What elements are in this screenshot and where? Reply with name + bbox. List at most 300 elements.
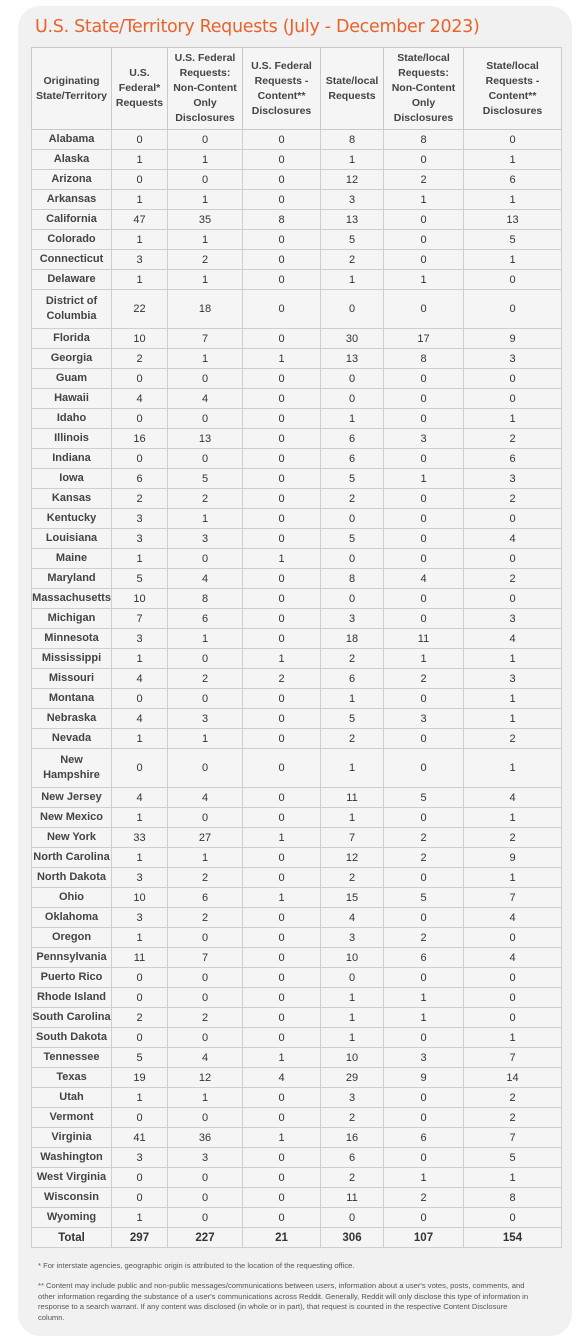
count-cell: 0: [243, 1008, 321, 1028]
count-cell: 18: [321, 629, 384, 649]
count-cell: 11: [321, 788, 384, 808]
count-cell: 3: [112, 629, 168, 649]
table-row: [32, 968, 562, 988]
state-name-cell: Michigan: [32, 609, 112, 629]
state-name-cell: Louisiana: [32, 529, 112, 549]
count-cell: 0: [243, 1088, 321, 1108]
count-cell: 8: [321, 130, 384, 150]
count-cell: 1: [168, 848, 243, 868]
count-cell: 4: [112, 669, 168, 689]
count-cell: 4: [321, 908, 384, 928]
count-cell: 3: [384, 429, 464, 449]
state-name-cell: New York: [32, 828, 112, 848]
table-row: [32, 170, 562, 190]
count-cell: 0: [243, 788, 321, 808]
count-cell: 0: [464, 130, 562, 150]
count-cell: 22: [112, 290, 168, 329]
count-cell: 0: [243, 529, 321, 549]
count-cell: 7: [464, 1128, 562, 1148]
state-name-cell: California: [32, 210, 112, 230]
count-cell: 1: [464, 409, 562, 429]
table-row: [32, 469, 562, 489]
table-row: [32, 150, 562, 170]
count-cell: 3: [464, 349, 562, 369]
state-name-cell: Nevada: [32, 729, 112, 749]
count-cell: 6: [384, 948, 464, 968]
count-cell: 0: [243, 1148, 321, 1168]
count-cell: 12: [168, 1068, 243, 1088]
count-cell: 1: [321, 270, 384, 290]
count-cell: 0: [112, 369, 168, 389]
count-cell: 3: [384, 709, 464, 729]
count-cell: 0: [384, 808, 464, 828]
count-cell: 4: [112, 788, 168, 808]
table-row: [32, 329, 562, 349]
count-cell: 0: [112, 409, 168, 429]
footnote-content: ** Content may include public and non-public messages/communications between users, information about a user's votes, posts, comments, and other information regarding the substance of a user's communications across Reddit. Generally, Reddit will only disclose this type of information in response to a search warrant. If any content was disclosed (in whole or in part), that request is counted in the respective Content Disclosure column.: [38, 1281, 529, 1322]
state-name-cell: South Dakota: [32, 1028, 112, 1048]
page-title: U.S. State/Territory Requests (July - December 2023): [35, 17, 480, 37]
count-cell: 4: [243, 1068, 321, 1088]
count-cell: 3: [464, 609, 562, 629]
count-cell: 0: [384, 529, 464, 549]
count-cell: 0: [243, 389, 321, 409]
count-cell: 2: [321, 1108, 384, 1128]
count-cell: 0: [243, 749, 321, 788]
count-cell: 0: [321, 968, 384, 988]
count-cell: 8: [464, 1188, 562, 1208]
header-federal-non-content: U.S. Federal Requests: Non-Content Only Disclosures: [168, 48, 243, 130]
count-cell: 0: [243, 968, 321, 988]
count-cell: 6: [321, 449, 384, 469]
count-cell: 2: [464, 1088, 562, 1108]
count-cell: 29: [321, 1068, 384, 1088]
count-cell: 5: [464, 1148, 562, 1168]
count-cell: 1: [243, 828, 321, 848]
count-cell: 0: [168, 968, 243, 988]
state-name-cell: Iowa: [32, 469, 112, 489]
state-name-cell: Puerto Rico: [32, 968, 112, 988]
count-cell: 13: [321, 349, 384, 369]
count-cell: 7: [321, 828, 384, 848]
count-cell: 0: [243, 729, 321, 749]
state-name-cell: Kansas: [32, 489, 112, 509]
count-cell: 3: [321, 928, 384, 948]
count-cell: 7: [464, 1048, 562, 1068]
state-name-cell: Ohio: [32, 888, 112, 908]
count-cell: 0: [243, 589, 321, 609]
count-cell: 4: [112, 709, 168, 729]
count-cell: 1: [384, 1168, 464, 1188]
count-cell: 4: [112, 389, 168, 409]
count-cell: 0: [168, 549, 243, 569]
table-row: [32, 928, 562, 948]
count-cell: 1: [112, 729, 168, 749]
count-cell: 35: [168, 210, 243, 230]
count-cell: 0: [321, 549, 384, 569]
state-name-cell: Wisconsin: [32, 1188, 112, 1208]
state-name-cell: Illinois: [32, 429, 112, 449]
count-cell: 2: [464, 828, 562, 848]
state-name-cell: Arkansas: [32, 190, 112, 210]
count-cell: 4: [168, 389, 243, 409]
count-cell: 1: [464, 709, 562, 729]
table-row: [32, 629, 562, 649]
state-name-cell: Virginia: [32, 1128, 112, 1148]
count-cell: 0: [243, 130, 321, 150]
count-cell: 2: [168, 908, 243, 928]
count-cell: 1: [112, 848, 168, 868]
count-cell: 6: [464, 170, 562, 190]
table-row: [32, 409, 562, 429]
count-cell: 0: [243, 629, 321, 649]
table-row: [32, 589, 562, 609]
count-cell: 1: [112, 808, 168, 828]
count-cell: 3: [112, 529, 168, 549]
count-cell: 1: [321, 409, 384, 429]
count-cell: 0: [384, 290, 464, 329]
count-cell: 0: [464, 290, 562, 329]
count-cell: 0: [168, 170, 243, 190]
count-cell: 3: [112, 509, 168, 529]
table-row: [32, 609, 562, 629]
count-cell: 0: [384, 369, 464, 389]
count-cell: 10: [112, 329, 168, 349]
count-cell: 2: [321, 250, 384, 270]
count-cell: 1: [112, 230, 168, 250]
count-cell: 0: [243, 988, 321, 1008]
state-name-cell: Kentucky: [32, 509, 112, 529]
count-cell: 0: [243, 868, 321, 888]
count-cell: 30: [321, 329, 384, 349]
state-name-cell: Georgia: [32, 349, 112, 369]
count-cell: 0: [243, 449, 321, 469]
count-cell: 0: [168, 1168, 243, 1188]
state-name-cell: Maryland: [32, 569, 112, 589]
state-name-cell: Colorado: [32, 230, 112, 250]
count-cell: 0: [168, 1108, 243, 1128]
count-cell: 0: [112, 1188, 168, 1208]
table-row: [32, 449, 562, 469]
count-cell: 1: [464, 649, 562, 669]
count-cell: 0: [464, 270, 562, 290]
count-cell: 47: [112, 210, 168, 230]
total-cell: 154: [464, 1228, 562, 1248]
table-row: [32, 1028, 562, 1048]
count-cell: 11: [321, 1188, 384, 1208]
count-cell: 0: [384, 968, 464, 988]
table-body: [32, 130, 562, 1248]
count-cell: 0: [112, 689, 168, 709]
count-cell: 1: [168, 270, 243, 290]
count-cell: 0: [112, 988, 168, 1008]
count-cell: 3: [321, 190, 384, 210]
count-cell: 1: [168, 729, 243, 749]
count-cell: 1: [168, 230, 243, 250]
count-cell: 0: [243, 409, 321, 429]
table-row: [32, 1008, 562, 1028]
header-state-local-requests: State/local Requests: [321, 48, 384, 130]
state-name-cell: South Carolina: [32, 1008, 112, 1028]
count-cell: 1: [464, 749, 562, 788]
count-cell: 0: [243, 369, 321, 389]
count-cell: 3: [464, 669, 562, 689]
count-cell: 11: [384, 629, 464, 649]
count-cell: 1: [112, 549, 168, 569]
state-name-cell: Missouri: [32, 669, 112, 689]
count-cell: 2: [384, 1188, 464, 1208]
table-row: [32, 569, 562, 589]
state-name-cell: Delaware: [32, 270, 112, 290]
count-cell: 0: [384, 230, 464, 250]
count-cell: 13: [464, 210, 562, 230]
count-cell: 0: [112, 1108, 168, 1128]
table-row: [32, 669, 562, 689]
state-name-cell: New Mexico: [32, 808, 112, 828]
count-cell: 2: [464, 1108, 562, 1128]
count-cell: 8: [321, 569, 384, 589]
count-cell: 0: [384, 1208, 464, 1228]
count-cell: 0: [243, 329, 321, 349]
count-cell: 0: [321, 290, 384, 329]
footnote-interstate: * For interstate agencies, geographic origin is attributed to the location of the requesting office.: [38, 1261, 355, 1270]
count-cell: 1: [384, 190, 464, 210]
header-state-local-content: State/local Requests - Content** Disclosures: [464, 48, 562, 130]
count-cell: 1: [112, 1088, 168, 1108]
table-row: [32, 1128, 562, 1148]
table-row: [32, 1048, 562, 1068]
state-name-cell: Vermont: [32, 1108, 112, 1128]
count-cell: 5: [112, 1048, 168, 1068]
count-cell: 1: [384, 469, 464, 489]
count-cell: 2: [243, 669, 321, 689]
count-cell: 1: [168, 629, 243, 649]
count-cell: 3: [321, 609, 384, 629]
count-cell: 0: [243, 509, 321, 529]
count-cell: 4: [464, 948, 562, 968]
count-cell: 2: [112, 489, 168, 509]
count-cell: 0: [112, 968, 168, 988]
count-cell: 3: [112, 868, 168, 888]
count-cell: 0: [112, 449, 168, 469]
count-cell: 1: [464, 868, 562, 888]
state-name-cell: Tennessee: [32, 1048, 112, 1068]
count-cell: 4: [464, 629, 562, 649]
count-cell: 0: [168, 928, 243, 948]
count-cell: 0: [168, 409, 243, 429]
count-cell: 0: [168, 130, 243, 150]
table-row: [32, 489, 562, 509]
count-cell: 0: [384, 150, 464, 170]
count-cell: 1: [464, 689, 562, 709]
count-cell: 18: [168, 290, 243, 329]
count-cell: 0: [464, 928, 562, 948]
count-cell: 1: [464, 1028, 562, 1048]
count-cell: 3: [168, 709, 243, 729]
table-row: [32, 1068, 562, 1088]
count-cell: 0: [321, 369, 384, 389]
count-cell: 1: [243, 1048, 321, 1068]
count-cell: 2: [384, 848, 464, 868]
count-cell: 11: [112, 948, 168, 968]
table-row: [32, 808, 562, 828]
count-cell: 0: [384, 749, 464, 788]
count-cell: 1: [384, 1008, 464, 1028]
count-cell: 36: [168, 1128, 243, 1148]
count-cell: 0: [243, 808, 321, 828]
count-cell: 5: [321, 709, 384, 729]
count-cell: 0: [112, 1168, 168, 1188]
count-cell: 5: [384, 788, 464, 808]
count-cell: 8: [168, 589, 243, 609]
count-cell: 2: [168, 868, 243, 888]
count-cell: 0: [168, 988, 243, 1008]
count-cell: 7: [168, 329, 243, 349]
count-cell: 2: [321, 729, 384, 749]
count-cell: 2: [168, 669, 243, 689]
count-cell: 3: [112, 250, 168, 270]
table-row: [32, 1188, 562, 1208]
count-cell: 0: [112, 749, 168, 788]
requests-table: [31, 47, 562, 1248]
count-cell: 1: [321, 988, 384, 1008]
count-cell: 0: [384, 729, 464, 749]
count-cell: 0: [112, 130, 168, 150]
count-cell: 4: [464, 529, 562, 549]
count-cell: 1: [243, 888, 321, 908]
count-cell: 1: [112, 190, 168, 210]
count-cell: 2: [384, 928, 464, 948]
table-row: [32, 130, 562, 150]
total-cell: 227: [168, 1228, 243, 1248]
count-cell: 2: [321, 868, 384, 888]
count-cell: 5: [112, 569, 168, 589]
state-name-cell: New Jersey: [32, 788, 112, 808]
total-cell: 107: [384, 1228, 464, 1248]
state-name-cell: Arizona: [32, 170, 112, 190]
count-cell: 0: [243, 689, 321, 709]
count-cell: 5: [168, 469, 243, 489]
count-cell: 0: [464, 549, 562, 569]
count-cell: 0: [384, 589, 464, 609]
table-row: [32, 369, 562, 389]
state-name-cell: Rhode Island: [32, 988, 112, 1008]
count-cell: 1: [243, 349, 321, 369]
header-state-local-non-content: State/local Requests: Non-Content Only Disclosures: [384, 48, 464, 130]
count-cell: 19: [112, 1068, 168, 1088]
table-row: [32, 988, 562, 1008]
count-cell: 8: [384, 130, 464, 150]
count-cell: 17: [384, 329, 464, 349]
count-cell: 0: [243, 250, 321, 270]
count-cell: 4: [168, 569, 243, 589]
count-cell: 1: [464, 250, 562, 270]
total-label: Total: [32, 1228, 112, 1248]
count-cell: 7: [464, 888, 562, 908]
state-name-cell: Pennsylvania: [32, 948, 112, 968]
count-cell: 1: [243, 1128, 321, 1148]
count-cell: 0: [384, 509, 464, 529]
count-cell: 0: [243, 848, 321, 868]
count-cell: 0: [384, 389, 464, 409]
count-cell: 1: [464, 808, 562, 828]
count-cell: 16: [321, 1128, 384, 1148]
count-cell: 8: [243, 210, 321, 230]
table-row: [32, 709, 562, 729]
state-name-cell: Massachusetts: [32, 589, 112, 609]
count-cell: 6: [112, 469, 168, 489]
count-cell: 0: [243, 469, 321, 489]
count-cell: 0: [243, 948, 321, 968]
state-name-cell: New Hampshire: [32, 749, 112, 788]
count-cell: 0: [243, 230, 321, 250]
state-name-cell: Washington: [32, 1148, 112, 1168]
count-cell: 1: [464, 1168, 562, 1188]
count-cell: 3: [321, 1088, 384, 1108]
count-cell: 9: [384, 1068, 464, 1088]
count-cell: 0: [243, 270, 321, 290]
count-cell: 2: [321, 489, 384, 509]
count-cell: 0: [384, 1088, 464, 1108]
count-cell: 0: [112, 1028, 168, 1048]
table-row: [32, 509, 562, 529]
count-cell: 2: [112, 1008, 168, 1028]
table-row: [32, 290, 562, 329]
count-cell: 2: [464, 489, 562, 509]
count-cell: 0: [464, 389, 562, 409]
header-federal-requests: U.S. Federal* Requests: [112, 48, 168, 130]
count-cell: 0: [384, 1028, 464, 1048]
count-cell: 2: [384, 828, 464, 848]
count-cell: 15: [321, 888, 384, 908]
table-row: [32, 1148, 562, 1168]
table-row: [32, 948, 562, 968]
count-cell: 0: [464, 589, 562, 609]
count-cell: 8: [384, 349, 464, 369]
table-row: [32, 270, 562, 290]
count-cell: 0: [321, 1208, 384, 1228]
table-row: [32, 250, 562, 270]
count-cell: 0: [384, 409, 464, 429]
count-cell: 1: [168, 1088, 243, 1108]
count-cell: 0: [384, 1148, 464, 1168]
count-cell: 2: [168, 250, 243, 270]
count-cell: 9: [464, 848, 562, 868]
table-row: [32, 230, 562, 250]
table-row: [32, 689, 562, 709]
count-cell: 0: [243, 190, 321, 210]
count-cell: 7: [112, 609, 168, 629]
count-cell: 1: [384, 649, 464, 669]
count-cell: 4: [168, 788, 243, 808]
table-row: [32, 848, 562, 868]
count-cell: 4: [464, 908, 562, 928]
count-cell: 2: [112, 349, 168, 369]
count-cell: 6: [321, 1148, 384, 1168]
header-originating-state: Originating State/Territory: [32, 48, 112, 130]
count-cell: 6: [321, 429, 384, 449]
state-name-cell: Minnesota: [32, 629, 112, 649]
count-cell: 0: [384, 250, 464, 270]
count-cell: 1: [464, 190, 562, 210]
state-name-cell: Alaska: [32, 150, 112, 170]
count-cell: 1: [112, 150, 168, 170]
count-cell: 1: [243, 549, 321, 569]
count-cell: 1: [321, 749, 384, 788]
table-row: [32, 549, 562, 569]
count-cell: 12: [321, 170, 384, 190]
count-cell: 6: [464, 449, 562, 469]
